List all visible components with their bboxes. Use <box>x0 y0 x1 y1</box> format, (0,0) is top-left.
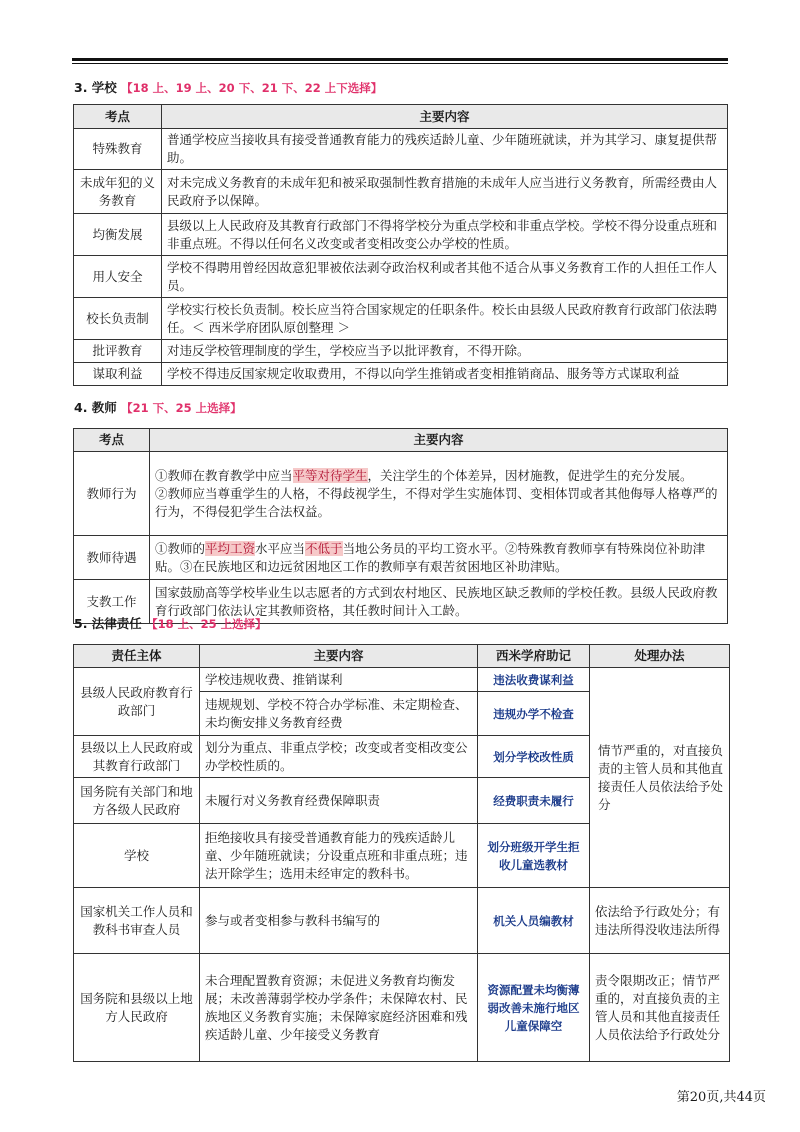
row-mnemonic: 违法收费谋利益 <box>478 668 590 692</box>
row-point: 支教工作 <box>74 580 150 624</box>
row-content: 对未完成义务教育的未成年犯和被采取强制性教育措施的未成年人应当进行义务教育，所需经费由人民政府予以保障。 <box>162 170 728 214</box>
row-content: 违规规划、学校不符合办学标准、未定期检查、未均衡安排义务教育经费 <box>200 692 478 736</box>
row-point: 校长负责制 <box>74 298 162 340</box>
highlight: 平均工资 <box>205 540 256 556</box>
header-rule-thin <box>72 63 728 64</box>
table-row <box>74 129 728 170</box>
row-content: 县级以上人民政府及其教育行政部门不得将学校分为重点学校和非重点学校。学校不得分设重点班和非重点班。不得以任何名义改变或者变相改变公办学校的性质。 <box>162 214 728 256</box>
legal-liability-table <box>73 644 730 1062</box>
row-mnemonic: 经费职责未履行 <box>478 778 590 824</box>
row-content <box>150 536 728 580</box>
row-mnemonic: 资源配置未均衡薄弱改善未施行地区儿童保障空 <box>478 954 590 1062</box>
row-content: 未合理配置教育资源；未促进义务教育均衡发展；未改善薄弱学校办学条件；未保障农村、民族地区义务教育实施；未保障家庭经济困难和残疾适龄儿童、少年接受义务教育 <box>200 954 478 1062</box>
row-point: 特殊教育 <box>74 129 162 170</box>
row-content: 学校不得聘用曾经因故意犯罪被依法剥夺政治权利或者其他不适合从事义务教育工作的人担任工作人员。 <box>162 256 728 298</box>
row-point: 用人安全 <box>74 256 162 298</box>
row-mnemonic: 机关人员编教材 <box>478 888 590 954</box>
row-subject: 学校 <box>74 824 200 888</box>
text: ①教师在教育教学中应当 <box>155 467 293 483</box>
row-handling: 责令限期改正；情节严重的，对直接负责的主管人员和其他直接责任人员依法给予行政处分 <box>590 954 730 1062</box>
teacher-table <box>73 428 728 624</box>
row-content: 划分为重点、非重点学校；改变或者变相改变公办学校性质的。 <box>200 736 478 778</box>
row-subject: 县级人民政府教育行政部门 <box>74 668 200 736</box>
row-point: 批评教育 <box>74 340 162 363</box>
header-content: 主要内容 <box>150 429 728 452</box>
row-point: 教师待遇 <box>74 536 150 580</box>
row-content: 拒绝接收具有接受普通教育能力的残疾适龄儿童、少年随班就读；分设重点班和非重点班；违法开除学生；选用未经审定的教科书。 <box>200 824 478 888</box>
section-3-heading <box>74 78 382 96</box>
paragraph <box>155 467 722 485</box>
table-row <box>74 888 730 954</box>
highlight: 不低于 <box>305 540 343 556</box>
row-content: 学校实行校长负责制。校长应当符合国家规定的任职条件。校长由县级人民政府教育行政部门依法聘任。＜ 西米学府团队原创整理 ＞ <box>162 298 728 340</box>
row-subject: 国务院有关部门和地方各级人民政府 <box>74 778 200 824</box>
row-point: 均衡发展 <box>74 214 162 256</box>
section-4-heading <box>74 398 242 416</box>
table-row <box>74 536 728 580</box>
table-row <box>74 256 728 298</box>
header-rule <box>72 58 728 61</box>
row-content: 参与或者变相参与教科书编写的 <box>200 888 478 954</box>
row-point: 教师行为 <box>74 452 150 536</box>
row-content: 国家鼓励高等学校毕业生以志愿者的方式到农村地区、民族地区缺乏教师的学校任教。县级人民政府教育行政部门依法认定其教师资格，其任教时间计入工龄。 <box>150 580 728 624</box>
school-table <box>73 104 728 386</box>
row-content: 未履行对义务教育经费保障职责 <box>200 778 478 824</box>
header-point: 考点 <box>74 429 150 452</box>
row-handling: 依法给予行政处分；有违法所得没收违法所得 <box>590 888 730 954</box>
row-content <box>150 452 728 536</box>
header-mnemonic: 西米学府助记 <box>478 645 590 668</box>
table-row <box>74 340 728 363</box>
header-handling: 处理办法 <box>590 645 730 668</box>
section-4-title: 4. 教师 <box>74 400 117 415</box>
section-5-heading <box>74 614 267 632</box>
header-subject: 责任主体 <box>74 645 200 668</box>
row-content: 学校违规收费、推销谋利 <box>200 668 478 692</box>
text: ①教师的 <box>155 540 206 556</box>
row-subject: 国家机关工作人员和教科书审查人员 <box>74 888 200 954</box>
row-mnemonic: 划分学校改性质 <box>478 736 590 778</box>
text: ，关注学生的个体差异，因材施教，促进学生的充分发展。 <box>367 467 693 483</box>
highlight: 平等对待学生 <box>292 467 368 483</box>
row-point: 未成年犯的义务教育 <box>74 170 162 214</box>
row-subject: 国务院和县级以上地方人民政府 <box>74 954 200 1062</box>
table-row <box>74 214 728 256</box>
table-row <box>74 668 730 692</box>
table-row <box>74 363 728 386</box>
row-mnemonic: 划分班级开学生拒收儿童选教材 <box>478 824 590 888</box>
section-5-title: 5. 法律责任 <box>74 616 142 631</box>
table-row <box>74 298 728 340</box>
text: 当地公务员的平均工资水平。②特殊教育教师享有特殊岗位补助津贴。③在民族地区和边远贫困地区工作的教师享有艰苦贫困地区补助津贴。 <box>155 540 706 574</box>
header-content: 主要内容 <box>200 645 478 668</box>
header-point: 考点 <box>74 105 162 129</box>
row-content: 普通学校应当接收具有接受普通教育能力的残疾适龄儿童、少年随班就读，并为其学习、康复提供帮助。 <box>162 129 728 170</box>
row-handling: 情节严重的，对直接负责的主管人员和其他直接责任人员依法给予处分 <box>590 668 730 888</box>
section-4-tag: 【21 下、25 上选择】 <box>121 401 242 415</box>
row-content: 学校不得违反国家规定收取费用，不得以向学生推销或者变相推销商品、服务等方式谋取利益 <box>162 363 728 386</box>
table-row <box>74 170 728 214</box>
header-content: 主要内容 <box>162 105 728 129</box>
table-row <box>74 954 730 1062</box>
row-mnemonic: 违规办学不检查 <box>478 692 590 736</box>
section-5-tag: 【18 上、25 上选择】 <box>146 617 267 631</box>
row-subject: 县级以上人民政府或其教育行政部门 <box>74 736 200 778</box>
section-3-tag: 【18 上、19 上、20 下、21 下、22 上下选择】 <box>121 81 383 95</box>
text: 水平应当 <box>255 540 306 556</box>
row-content: 对违反学校管理制度的学生，学校应当予以批评教育，不得开除。 <box>162 340 728 363</box>
section-3-title: 3. 学校 <box>74 80 117 95</box>
table-row <box>74 452 728 536</box>
page-number: 第20页,共44页 <box>676 1090 766 1105</box>
paragraph: ②教师应当尊重学生的人格，不得歧视学生，不得对学生实施体罚、变相体罚或者其他侮辱人格尊严的行为，不得侵犯学生合法权益。 <box>155 485 718 519</box>
row-point: 谋取利益 <box>74 363 162 386</box>
